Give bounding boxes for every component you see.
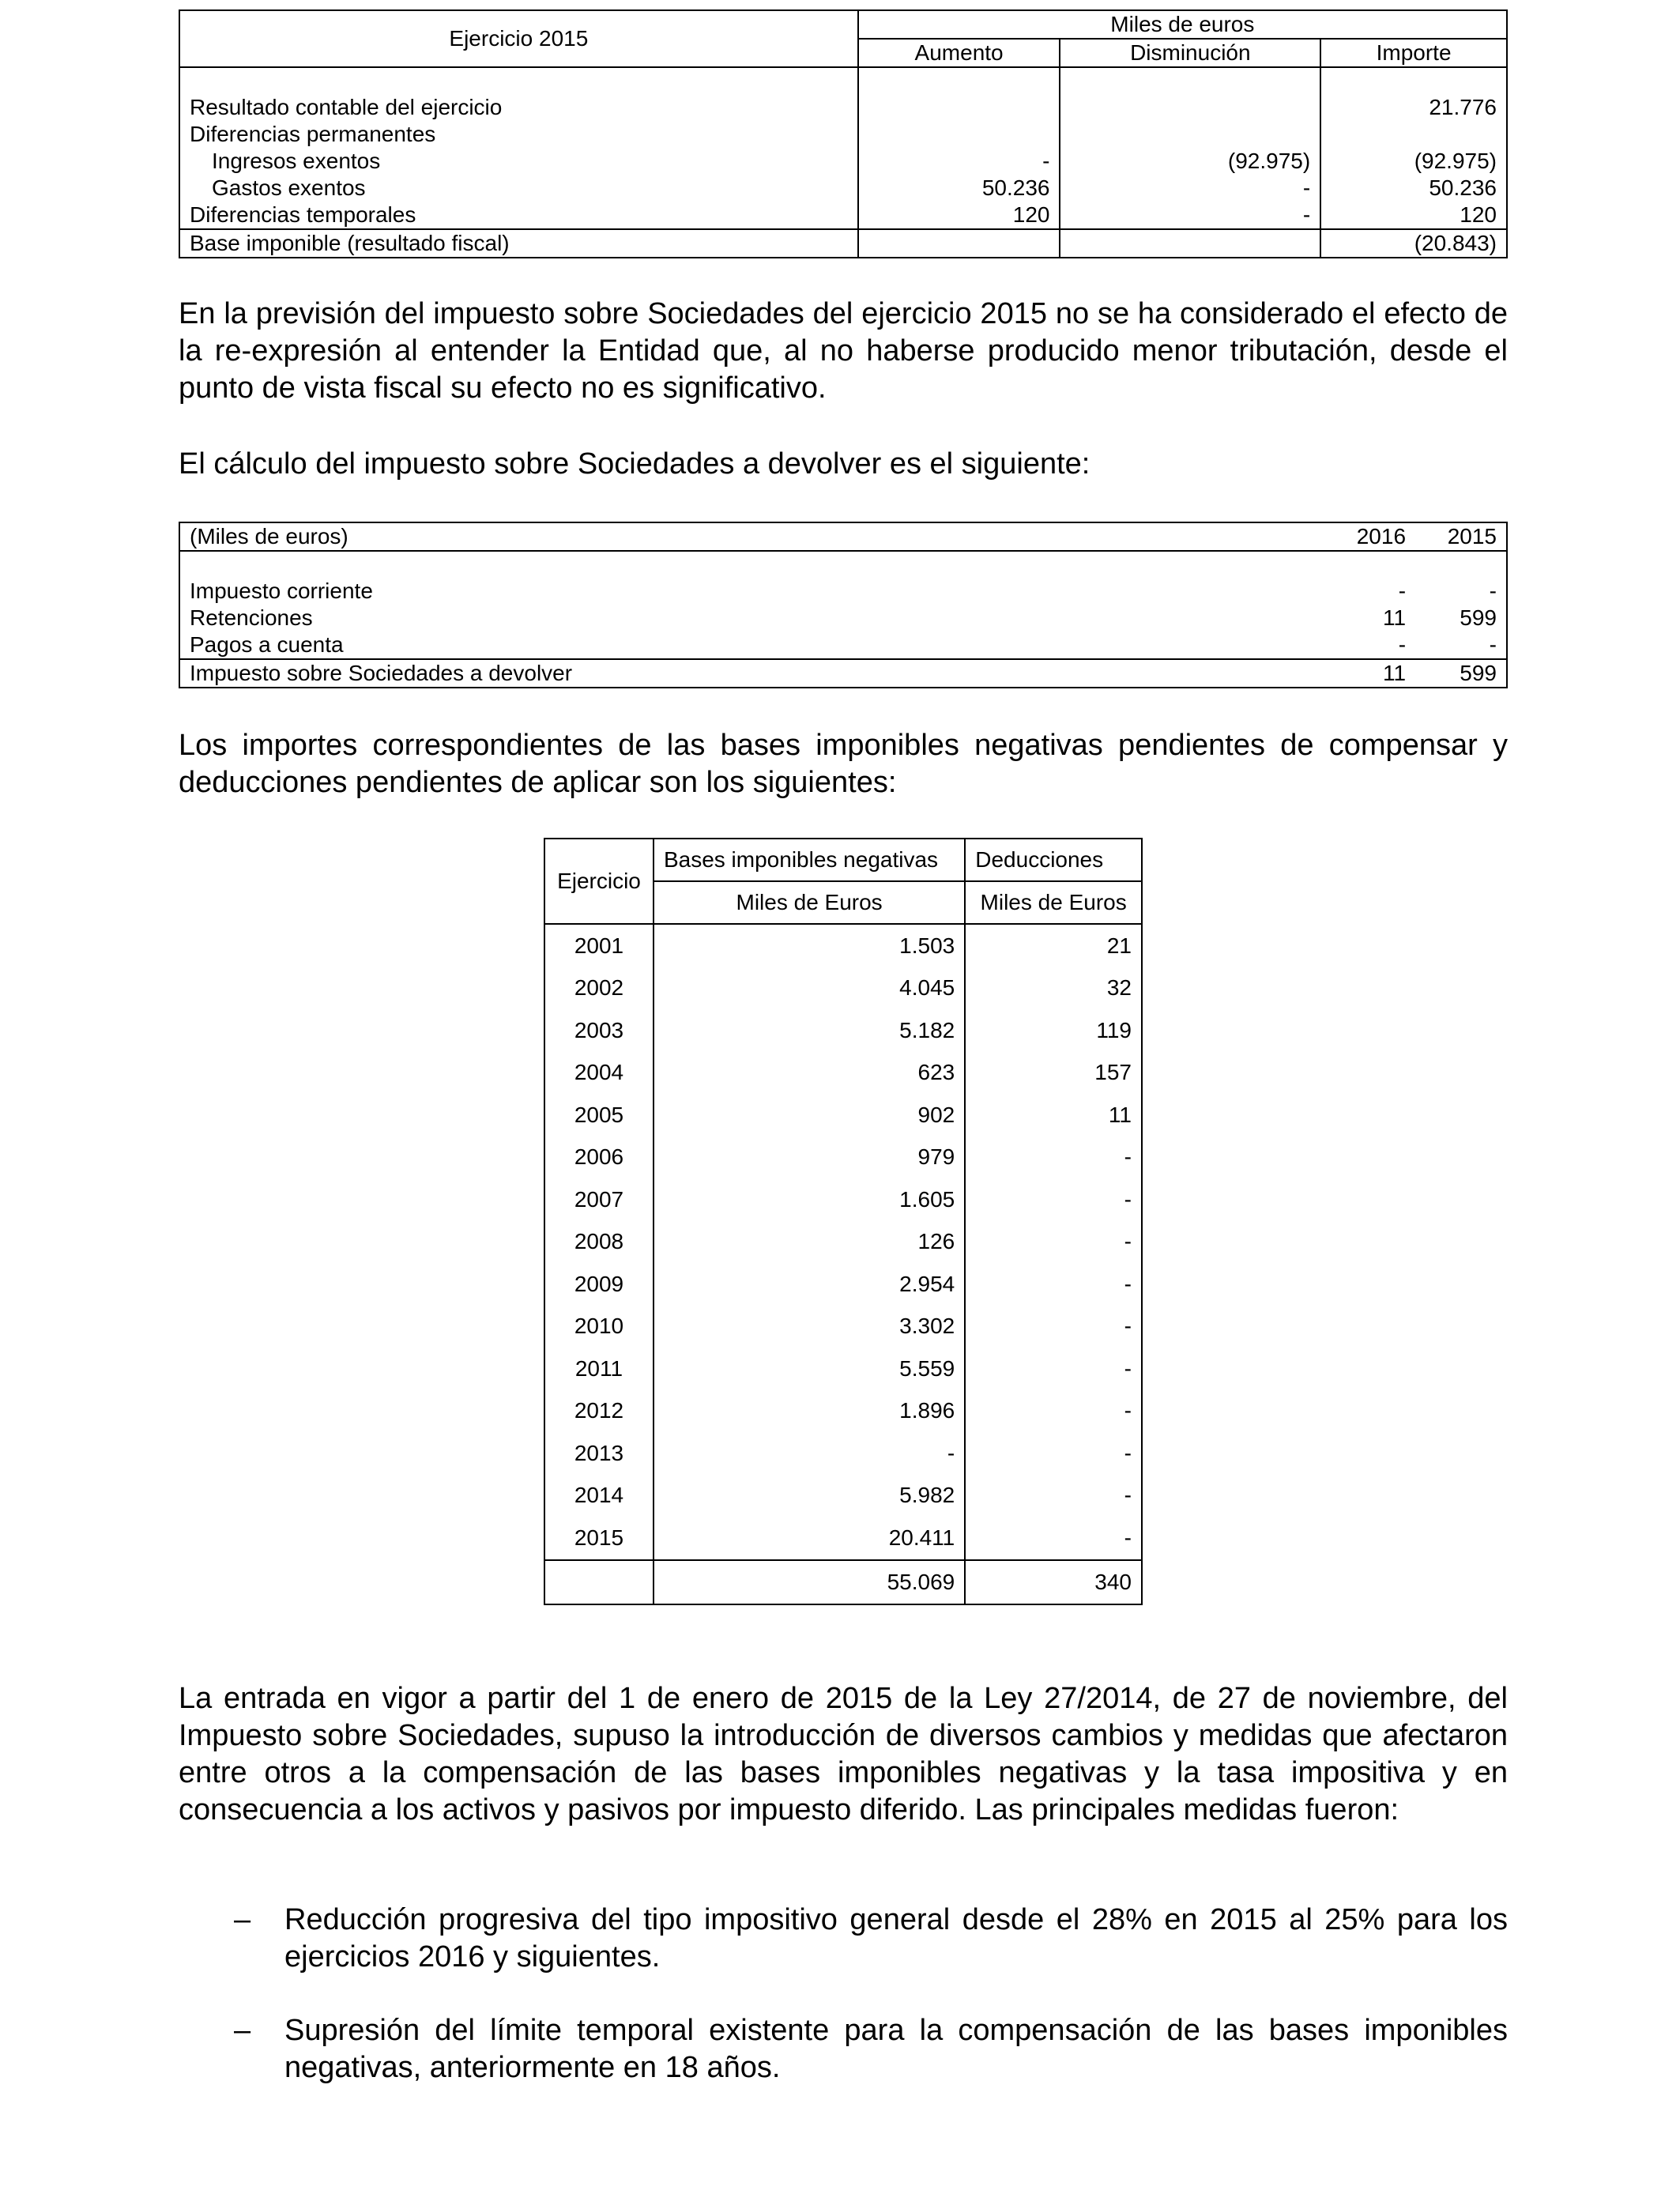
cell-year: 2014 <box>544 1475 654 1517</box>
cell-year: 2011 <box>544 1348 654 1390</box>
table-row <box>179 175 1507 202</box>
total-2016: 11 <box>1324 659 1415 688</box>
table-row <box>544 1094 1142 1137</box>
header-2015: 2015 <box>1415 522 1507 551</box>
cell-bases: 20.411 <box>654 1517 965 1560</box>
header-importe: Importe <box>1320 39 1507 67</box>
cell-2015: - <box>1415 578 1507 605</box>
cell-2015: 599 <box>1415 605 1507 631</box>
row-label: Diferencias temporales <box>179 202 858 229</box>
cell-year: 2001 <box>544 924 654 967</box>
row-label: Retenciones <box>179 605 1324 631</box>
cell-deducciones: 32 <box>965 967 1142 1010</box>
cell-year: 2006 <box>544 1137 654 1179</box>
total-importe: (20.843) <box>1320 229 1507 258</box>
total-row <box>179 229 1507 258</box>
cell-deducciones: 21 <box>965 924 1142 967</box>
header-miles-de-euros: Miles de euros <box>858 10 1507 39</box>
cell-year: 2009 <box>544 1263 654 1306</box>
bullet-dash: – <box>234 1903 251 1936</box>
row-label: Diferencias permanentes <box>179 121 858 148</box>
table-row <box>544 1348 1142 1390</box>
cell-disminucion <box>1060 94 1320 121</box>
cell-2015: - <box>1415 631 1507 659</box>
cell-deducciones: - <box>965 1517 1142 1560</box>
bases-deducciones-table <box>544 838 1143 1605</box>
total-label: Impuesto sobre Sociedades a devolver <box>179 659 1324 688</box>
cell-deducciones: - <box>965 1390 1142 1433</box>
cell-disminucion: - <box>1060 202 1320 229</box>
table-row <box>179 631 1507 659</box>
paragraph-ley: La entrada en vigor a partir del 1 de enero de 2015 de la Ley 27/2014, de 27 de noviembre, del Impuesto sobre Sociedades, supuso la introducción de diversos cambios y medidas que afectaron entre otros a la compensación de las bases imponibles negativas y la tasa impositiva y en consecuencia a los activos y pasivos por impuesto diferido. Las principales medidas fueron: <box>179 1682 1508 1826</box>
cell-importe: 50.236 <box>1320 175 1507 202</box>
bullet-text: Supresión del límite temporal existente para la compensación de las bases imponibles negativas, anteriormente en 18 años. <box>284 2014 1508 2084</box>
cell-importe: 21.776 <box>1320 94 1507 121</box>
paragraph-calculo: El cálculo del impuesto sobre Sociedades a devolver es el siguiente: <box>179 447 1090 481</box>
total-2015: 599 <box>1415 659 1507 688</box>
table-row <box>544 1390 1142 1433</box>
total-bases: 55.069 <box>654 1560 965 1604</box>
cell-2016: - <box>1398 579 1407 603</box>
total-row <box>544 1560 1142 1604</box>
cell-year: 2013 <box>544 1432 654 1475</box>
cell-deducciones: - <box>965 1221 1142 1264</box>
cell-deducciones: 119 <box>965 1009 1142 1052</box>
cell-bases: 623 <box>654 1052 965 1095</box>
paragraph-prevision: En la previsión del impuesto sobre Sociedades del ejercicio 2015 no se ha considerado el efecto de la re-expresión al entender la Entidad que, al no haberse producido menor tributación, desde el punto de vista fiscal su efecto no es significativo. <box>179 297 1508 405</box>
row-label: Impuesto corriente <box>179 578 1324 605</box>
cell-deducciones: - <box>965 1263 1142 1306</box>
cell-bases: 2.954 <box>654 1263 965 1306</box>
table-row <box>179 578 1507 605</box>
table-row <box>544 1009 1142 1052</box>
cell-year: 2005 <box>544 1094 654 1137</box>
table-row <box>544 1475 1142 1517</box>
cell-year: 2007 <box>544 1178 654 1221</box>
cell-2016: 11 <box>1382 605 1407 630</box>
header-ejercicio: Ejercicio 2015 <box>179 10 858 67</box>
table-row <box>544 1263 1142 1306</box>
cell-disminucion <box>1060 121 1320 148</box>
header-deducciones: Deducciones <box>965 839 1142 881</box>
table-row <box>179 94 1507 121</box>
header-bases: Bases imponibles negativas <box>654 839 965 881</box>
header-disminucion: Disminución <box>1060 39 1320 67</box>
cell-deducciones: 157 <box>965 1052 1142 1095</box>
table-row <box>544 967 1142 1010</box>
cell-year: 2010 <box>544 1306 654 1348</box>
cell-bases: 5.982 <box>654 1475 965 1517</box>
cell-aumento <box>858 94 1060 121</box>
header-ejercicio: Ejercicio <box>544 839 654 924</box>
cell-year: 2015 <box>544 1517 654 1560</box>
cell-bases: 4.045 <box>654 967 965 1010</box>
cell-aumento <box>858 121 1060 148</box>
cell-bases: 902 <box>654 1094 965 1137</box>
cell-year: 2004 <box>544 1052 654 1095</box>
cell-bases: 3.302 <box>654 1306 965 1348</box>
cell-importe <box>1320 121 1507 148</box>
cell-disminucion: (92.975) <box>1060 148 1320 175</box>
table-row <box>544 1432 1142 1475</box>
total-label: Base imponible (resultado fiscal) <box>179 229 858 258</box>
total-row <box>179 659 1507 688</box>
fiscal-base-table <box>179 9 1508 258</box>
cell-bases: 126 <box>654 1221 965 1264</box>
row-label: Gastos exentos <box>179 175 858 202</box>
bullet-dash: – <box>234 2014 251 2047</box>
row-label: Resultado contable del ejercicio <box>179 94 858 121</box>
cell-aumento: 120 <box>858 202 1060 229</box>
cell-year: 2003 <box>544 1009 654 1052</box>
table-row <box>544 1517 1142 1560</box>
paragraph-importes: Los importes correspondientes de las bases imponibles negativas pendientes de compensar y deducciones pendientes de aplicar son los siguientes: <box>179 729 1508 799</box>
cell-deducciones: - <box>965 1306 1142 1348</box>
cell-aumento: 50.236 <box>858 175 1060 202</box>
cell-deducciones: - <box>965 1432 1142 1475</box>
table-row <box>544 1221 1142 1264</box>
cell-disminucion: - <box>1060 175 1320 202</box>
cell-year: 2002 <box>544 967 654 1010</box>
table-row <box>544 1178 1142 1221</box>
cell-year: 2012 <box>544 1390 654 1433</box>
header-2016: 2016 <box>1324 522 1415 551</box>
cell-2016: - <box>1398 632 1407 657</box>
table-row <box>179 202 1507 229</box>
cell-importe: (92.975) <box>1320 148 1507 175</box>
cell-aumento: - <box>858 148 1060 175</box>
cell-bases: 5.182 <box>654 1009 965 1052</box>
cell-deducciones: - <box>965 1137 1142 1179</box>
subheader-deducciones: Miles de Euros <box>965 881 1142 924</box>
table-row <box>544 1052 1142 1095</box>
cell-importe: 120 <box>1320 202 1507 229</box>
table-row <box>179 148 1507 175</box>
row-label: Pagos a cuenta <box>179 631 1324 659</box>
table-row <box>179 605 1507 631</box>
cell-bases: 1.896 <box>654 1390 965 1433</box>
cell-deducciones: - <box>965 1475 1142 1517</box>
table-row <box>544 1306 1142 1348</box>
header-miles-de-euros: (Miles de euros) <box>179 522 1324 551</box>
subheader-bases: Miles de Euros <box>654 881 965 924</box>
cell-bases: 1.503 <box>654 924 965 967</box>
header-aumento: Aumento <box>858 39 1060 67</box>
total-deducciones: 340 <box>965 1560 1142 1604</box>
cell-year: 2008 <box>544 1221 654 1264</box>
table-row <box>544 924 1142 967</box>
cell-bases: 979 <box>654 1137 965 1179</box>
cell-bases: - <box>654 1432 965 1475</box>
cell-deducciones: - <box>965 1348 1142 1390</box>
cell-deducciones: 11 <box>965 1094 1142 1137</box>
table-row <box>544 1137 1142 1179</box>
cell-bases: 5.559 <box>654 1348 965 1390</box>
row-label: Ingresos exentos <box>179 148 858 175</box>
tax-refund-table <box>179 522 1508 688</box>
table-row <box>179 121 1507 148</box>
cell-bases: 1.605 <box>654 1178 965 1221</box>
bullet-text: Reducción progresiva del tipo impositivo general desde el 28% en 2015 al 25% para los ejercicios 2016 y siguientes. <box>284 1903 1508 1973</box>
cell-deducciones: - <box>965 1178 1142 1221</box>
